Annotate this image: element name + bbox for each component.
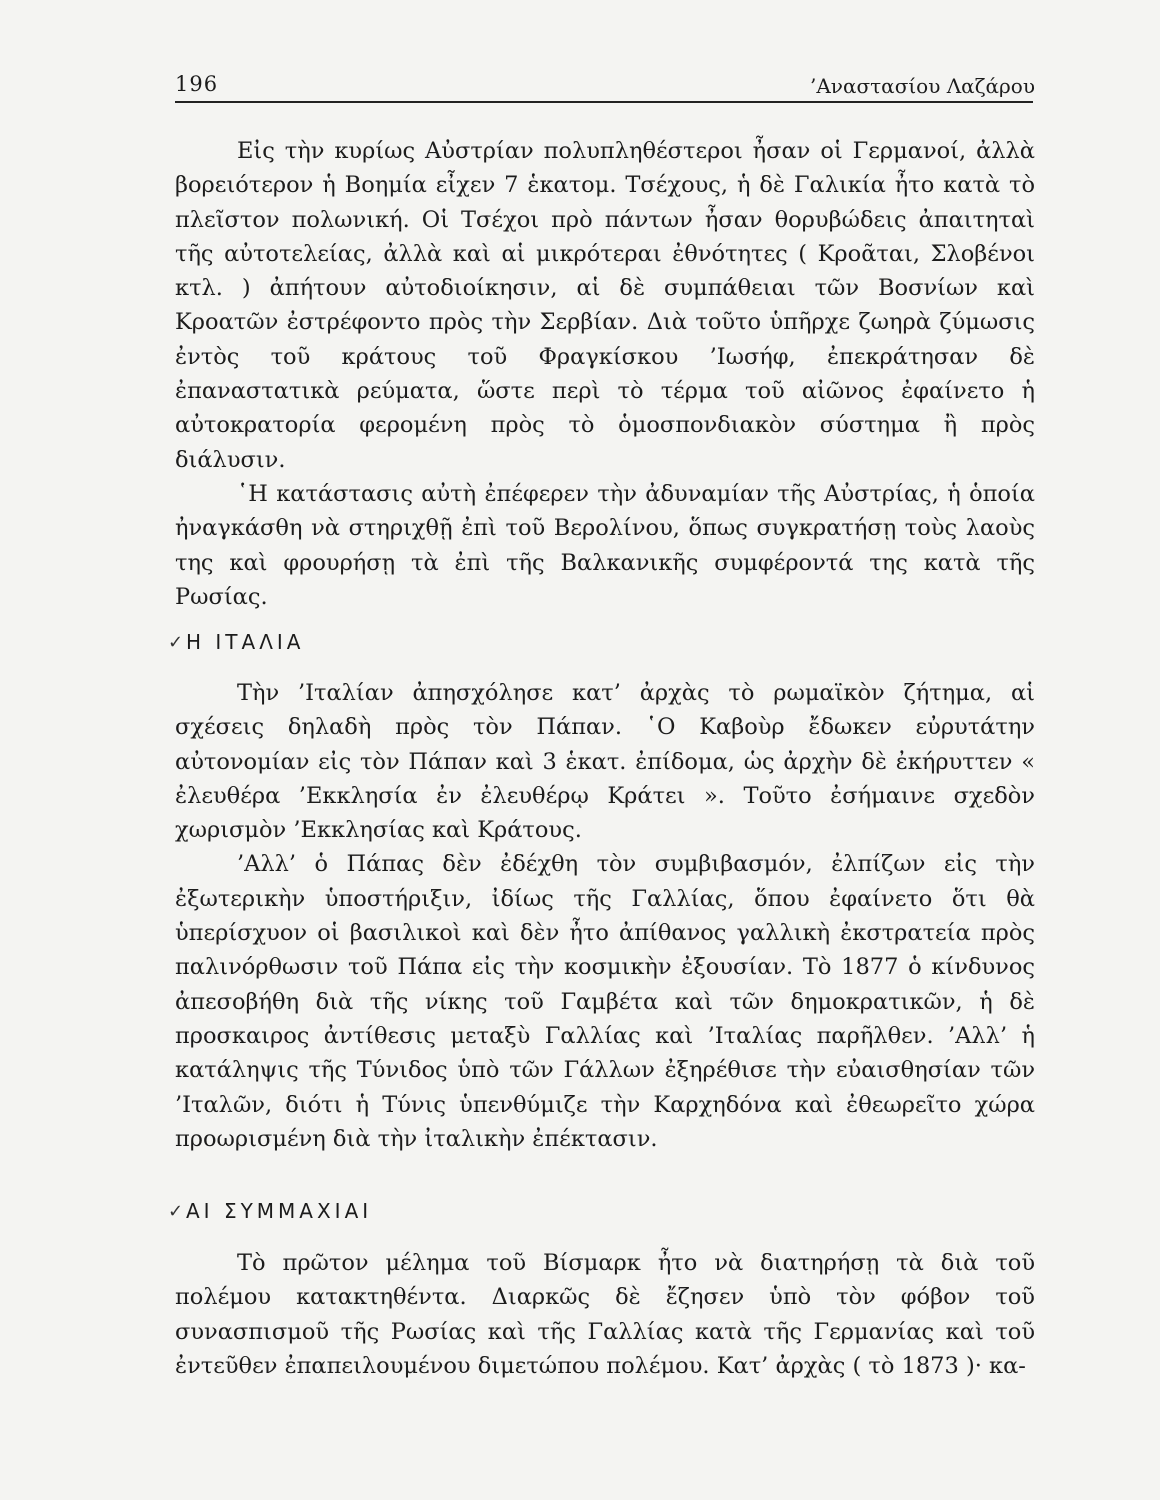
italy-section — [175, 676, 1035, 1156]
checkmark-icon: ✓ — [168, 631, 184, 653]
paragraph-austria-1: Εἰς τὴν κυρίως Αὐστρίαν πολυπληθέστεροι ἦσαν οἱ Γερμανοί, ἀλλὰ βορειότερον ἡ Βοημία εἶχεν 7 ἑκατομ. Τσέχους, ἡ δὲ Γαλικία ἦτο κατὰ τὸ πλεῖστον πολωνική. Οἱ Τσέχοι πρὸ πάντων ἦσαν θορυβώδεις ἀπαιτηταὶ τῆς αὐτοτελείας, ἀλλὰ καὶ αἱ μικρότεραι ἐθνότητες ( Κροᾶται, Σλοβένοι κτλ. ) ἀπήτουν αὐτοδιοίκησιν, αἱ δὲ συμπάθειαι τῶν Βοσνίων καὶ Κροατῶν ἐστρέφοντο πρὸς τὴν Σερβίαν. Διὰ τοῦτο ὑπῆρχε ζωηρὰ ζύμωσις ἐντὸς τοῦ κράτους τοῦ Φραγκίσκου ’Ιωσήφ, ἐπεκράτησαν δὲ ἐπαναστατικὰ ρεύματα, ὥστε περὶ τὸ τέρμα τοῦ αἰῶνος ἐφαίνετο ἡ αὐτοκρατορία φερομένη πρὸς τὸ ὁμοσπονδιακὸν σύστημα ἢ πρὸς διάλυσιν. — [175, 138, 1035, 473]
checkmark-icon: ✓ — [168, 1200, 184, 1222]
alliances-section — [175, 1246, 1035, 1383]
header-rule — [175, 101, 1033, 103]
paragraph-italy-2: ’Αλλ’ ὁ Πάπας δὲν ἐδέχθη τὸν συμβιβασμόν, ἐλπίζων εἰς τὴν ἐξωτερικὴν ὑποστήριξιν, ἰδίως τῆς Γαλλίας, ὅπου ἐφαίνετο ὅτι θὰ ὑπερίσχυον οἱ βασιλικοὶ καὶ δὲν ἦτο ἀπίθανος γαλλικὴ ἐκστρατεία πρὸς παλινόρθωσιν τοῦ Πάπα εἰς τὴν κοσμικὴν ἐξουσίαν. Τὸ 1877 ὁ κίνδυνος ἀπεσοβήθη διὰ τῆς νίκης τοῦ Γαμβέτα καὶ τῶν δημοκρατικῶν, ἡ δὲ προσκαιρος ἀντίθεσις μεταξὺ Γαλλίας καὶ ’Ιταλίας παρῆλθεν. ’Αλλ’ ἡ κατάληψις τῆς Τύνιδος ὑπὸ τῶν Γάλλων ἐξηρέθισε τὴν εὐαισθησίαν τῶν ’Ιταλῶν, διότι ἡ Τύνις ὑπενθύμιζε τὴν Καρχηδόνα καὶ ἐθεωρεῖτο χώρα προωρισμένη διὰ τὴν ἰταλικὴν ἐπέκτασιν. — [175, 851, 1035, 1152]
heading-italy-text: Η ΙΤΑΛΙΑ — [186, 630, 305, 654]
paragraph-austria-2: ῾Η κατάστασις αὐτὴ ἐπέφερεν τὴν ἀδυναμίαν τῆς Αὐστρίας, ἡ ὁποία ἠναγκάσθη νὰ στηριχθῇ ἐπὶ τοῦ Βερολίνου, ὅπως συγκρατήσῃ τοὺς λαοὺς της καὶ φρουρήσῃ τὰ ἐπὶ τῆς Βαλκανικῆς συμφέροντά της κατὰ τῆς Ρωσίας. — [175, 480, 1035, 610]
running-title: ’Αναστασίου Λαζάρου — [810, 74, 1035, 98]
heading-alliances-text: ΑΙ ΣΥΜΜΑΧΙΑΙ — [186, 1199, 373, 1223]
austria-section — [175, 134, 1035, 614]
paragraph-italy-1: Τὴν ’Ιταλίαν ἀπησχόλησε κατ’ ἀρχὰς τὸ ρωμαϊκὸν ζήτημα, αἱ σχέσεις δηλαδὴ πρὸς τὸν Πάπαν. ῾Ο Καβοὺρ ἔδωκεν εὐρυτάτην αὐτονομίαν εἰς τὸν Πάπαν καὶ 3 ἑκατ. ἐπίδομα, ὡς ἀρχὴν δὲ ἐκήρυττεν « ἐλευθέρα ’Εκκλησία ἐν ἐλευθέρῳ Κράτει ». Τοῦτο ἐσήμαινε σχεδὸν χωρισμὸν ’Εκκλησίας καὶ Κράτους. — [175, 680, 1035, 844]
section-heading-alliances — [168, 1199, 372, 1223]
page-number: 196 — [175, 72, 219, 96]
section-heading-italy — [168, 630, 304, 654]
page-header — [175, 66, 1035, 102]
paragraph-alliances-1: Τὸ πρῶτον μέλημα τοῦ Βίσμαρκ ἦτο νὰ διατηρήσῃ τὰ διὰ τοῦ πολέμου κατακτηθέντα. Διαρκῶς δὲ ἔζησεν ὑπὸ τὸν φόβον τοῦ συνασπισμοῦ τῆς Ρωσίας καὶ τῆς Γαλλίας κατὰ τῆς Γερμανίας καὶ τοῦ ἐντεῦθεν ἐπαπειλουμένου διμετώπου πολέμου. Κατ’ ἀρχὰς ( τὸ 1873 )· κα- — [175, 1250, 1035, 1379]
